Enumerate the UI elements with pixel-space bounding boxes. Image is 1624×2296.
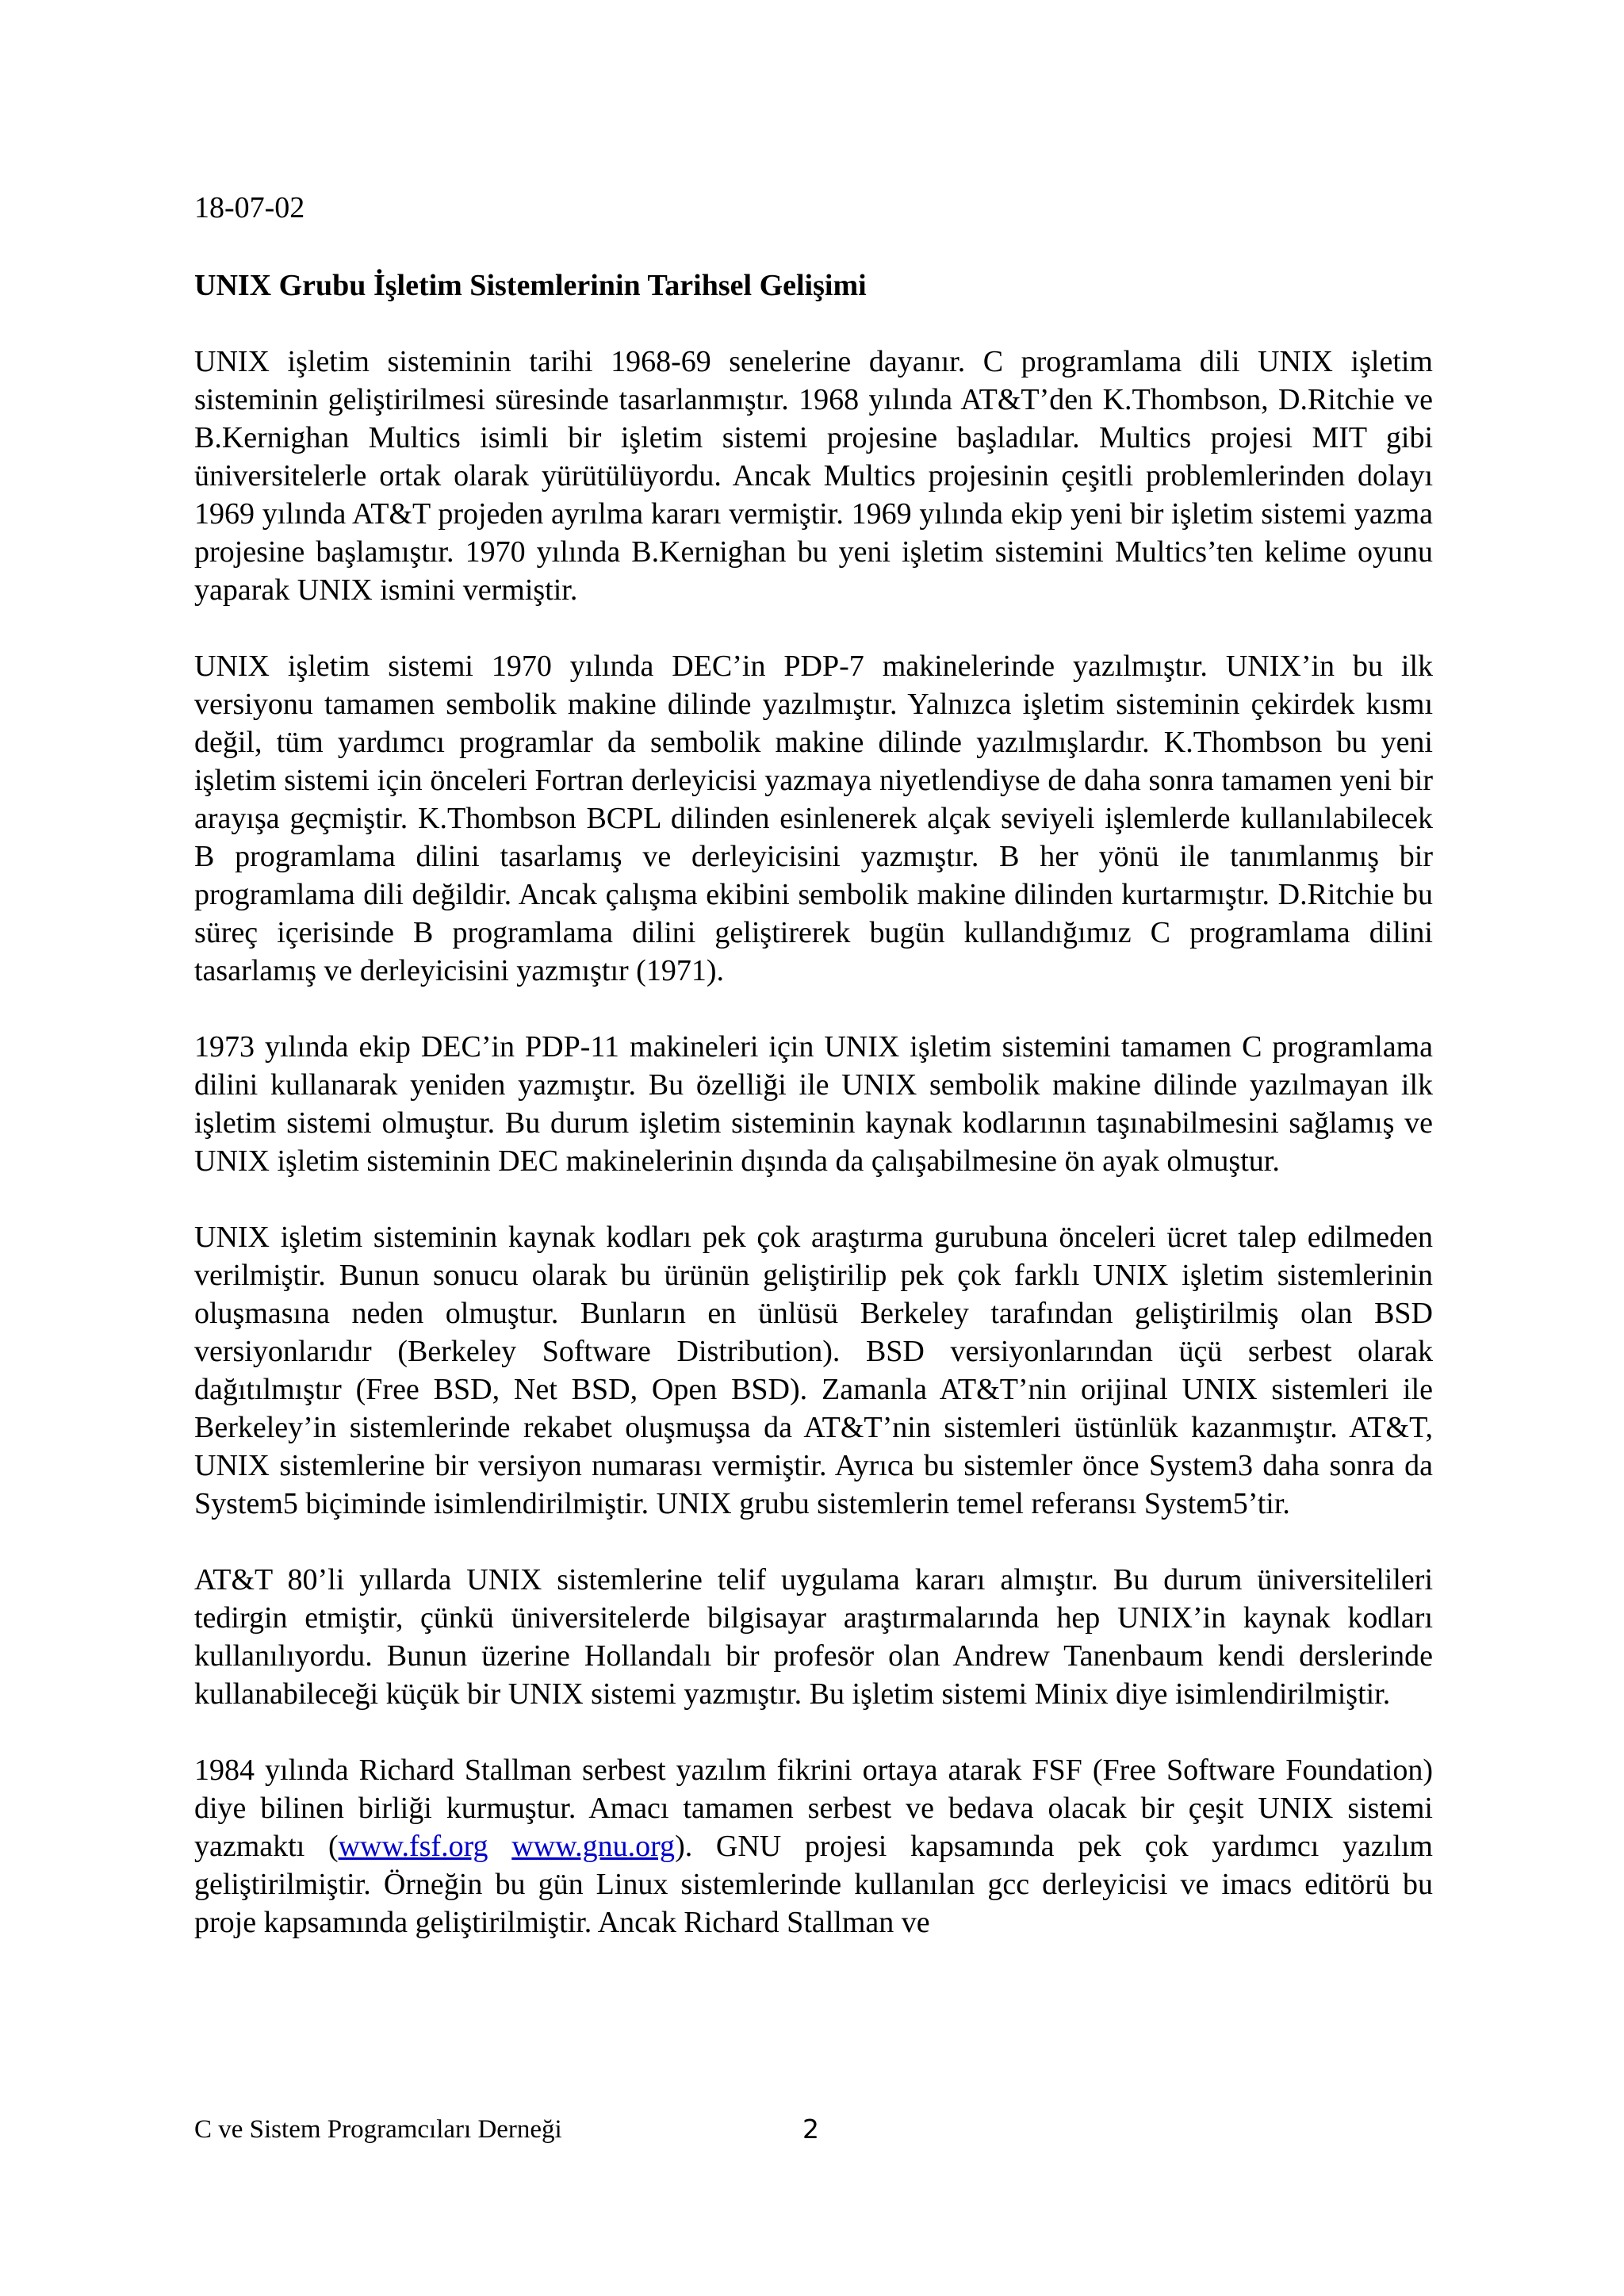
paragraph-6-text-end: ). GNU projesi kapsamında pek çok yardımcı yazılım geliştirilmiştir. Örneğin bu gün Linux sistemlerinde kullanılan gcc derleyicisi ve imacs editörü bu proje kapsamında geliştirilmiştir. Ancak Richard Stallman ve: [194, 1830, 1433, 1939]
paragraph-2: UNIX işletim sistemi 1970 yılında DEC’in PDP-7 makinelerinde yazılmıştır. UNIX’in bu ilk versiyonu tamamen sembolik makine dilinde yazılmıştır. Yalnızca işletim sisteminin çekirdek kısmı değil, tüm yardımcı programlar da sembolik makine dilinde yazılmışlardır. K.Thombson bu yeni işletim sistemi için önceleri Fortran derleyicisi yazmaya niyetlendiyse de daha sonra tamamen yeni bir arayışa geçmiştir. K.Thombson BCPL dilinden esinlenerek alçak seviyeli işlemlerde kullanılabilecek B programlama dilini tasarlamış ve derleyicisini yazmıştır. B her yönü ile tanımlanmış bir programlama dili değildir. Ancak çalışma ekibini sembolik makine dilinden kurtarmıştır. D.Ritchie bu süreç içerisinde B programlama dilini geliştirerek bugün kullandığımız C programlama dilini tasarlamış ve derleyicisini yazmıştır (1971).: [194, 650, 1433, 987]
paragraph-6-text-start: 1984 yılında Richard Stallman serbest yazılım fikrini ortaya atarak FSF (Free Software Foundation) diye bilinen birliği kurmuştur. Amacı tamamen serbest ve bedava olacak bir çeşit UNIX sistemi yazmaktı (: [194, 1754, 1433, 1863]
page-number: 2: [802, 2114, 819, 2145]
paragraph-3: 1973 yılında ekip DEC’in PDP-11 makineleri için UNIX işletim sistemini tamamen C programlama dilini kullanarak yeniden yazmıştır. Bu özelliği ile UNIX sembolik makine dilinde yazılmayan ilk işletim sistemi olmuştur. Bu durum işletim sisteminin kaynak kodlarının taşınabilmesini sağlamış ve UNIX işletim sisteminin DEC makinelerinin dışında da çalışabilmesine ön ayak olmuştur.: [194, 1030, 1433, 1178]
document-body: [194, 343, 1433, 1941]
document-date: 18-07-02: [194, 191, 305, 224]
paragraph-1: UNIX işletim sisteminin tarihi 1968-69 senelerine dayanır. C programlama dili UNIX işletim sisteminin geliştirilmesi süresinde tasarlanmıştır. 1968 yılında AT&T’den K.Thombson, D.Ritchie ve B.Kernighan Multics isimli bir işletim sistemi projesine başladılar. Multics projesi MIT gibi üniversitelerle ortak olarak yürütülüyordu. Ancak Multics projesinin çeşitli problemlerinden dolayı 1969 yılında AT&T projeden ayrılma kararı vermiştir. 1969 yılında ekip yeni bir işletim sistemi yazma projesine başlamıştır. 1970 yılında B.Kernighan bu yeni işletim sistemini Multics’ten kelime oyunu yaparak UNIX ismini vermiştir.: [194, 345, 1433, 607]
document-title: UNIX Grubu İşletim Sistemlerinin Tarihsel Gelişimi: [194, 269, 867, 302]
paragraph-6: [194, 1751, 1433, 1941]
fsf-link[interactable]: www.fsf.org: [338, 1830, 488, 1863]
footer-organization: C ve Sistem Programcıları Derneği: [194, 2115, 562, 2144]
paragraph-4: UNIX işletim sisteminin kaynak kodları pek çok araştırma gurubuna önceleri ücret talep edilmeden verilmiştir. Bunun sonucu olarak bu ürünün geliştirilip pek çok farklı UNIX işletim sistemlerinin oluşmasına neden olmuştur. Bunların en ünlüsü Berkeley tarafından geliştirilmiş olan BSD versiyonlarıdır (Berkeley Software Distribution). BSD versiyonlarından üçü serbest olarak dağıtılmıştır (Free BSD, Net BSD, Open BSD). Zamanla AT&T’nin orijinal UNIX sistemleri ile Berkeley’in sistemlerinde rekabet oluşmuşsa da AT&T’nin sistemleri üstünlük kazanmıştır. AT&T, UNIX sistemlerine bir versiyon numarası vermiştir. Ayrıca bu sistemler önce System3 daha sonra da System5 biçiminde isimlendirilmiştir. UNIX grubu sistemlerin temel referansı System5’tir.: [194, 1221, 1433, 1520]
gnu-link[interactable]: www.gnu.org: [511, 1830, 676, 1863]
paragraph-5: AT&T 80’li yıllarda UNIX sistemlerine telif uygulama kararı almıştır. Bu durum üniversitelileri tedirgin etmiştir, çünkü üniversitelerde bilgisayar araştırmalarında hep UNIX’in kaynak kodları kullanılıyordu. Bunun üzerine Hollandalı bir profesör olan Andrew Tanenbaum kendi derslerinde kullanabileceği küçük bir UNIX sistemi yazmıştır. Bu işletim sistemi Minix diye isimlendirilmiştir.: [194, 1563, 1433, 1711]
